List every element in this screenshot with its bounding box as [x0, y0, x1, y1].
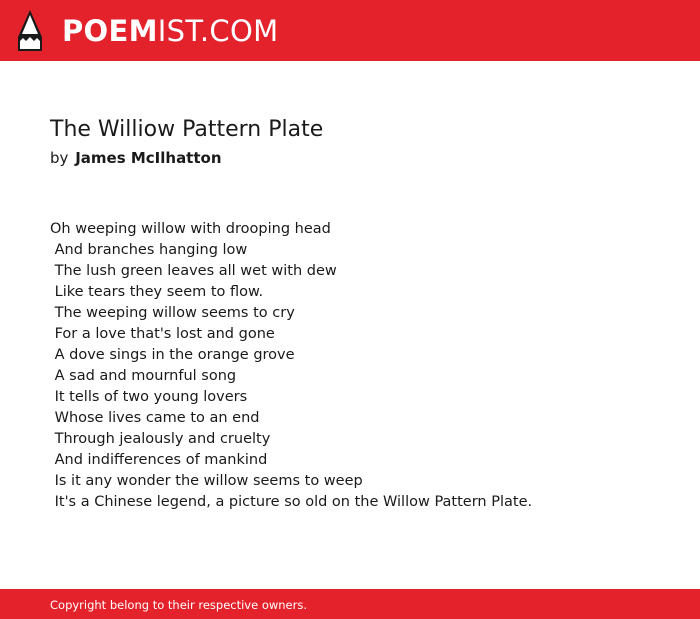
- site-logo-link[interactable]: [17, 9, 278, 53]
- poem-line: Oh weeping willow with drooping head: [50, 221, 331, 237]
- site-logo-text: [62, 13, 279, 48]
- logo-text-strong: POEM: [62, 13, 158, 48]
- poem-line: The lush green leaves all wet with dew: [50, 263, 337, 279]
- byline-label: by: [50, 149, 69, 167]
- poem-line: Is it any wonder the willow seems to weep: [50, 473, 363, 489]
- poem-line: For a love that's lost and gone: [50, 326, 275, 342]
- pen-nib-icon: [17, 10, 43, 52]
- poem-byline: [50, 149, 222, 167]
- site-footer: [0, 589, 700, 619]
- poem-line: A sad and mournful song: [50, 368, 237, 384]
- poem-line: A dove sings in the orange grove: [50, 347, 295, 363]
- poem-line: The weeping willow seems to cry: [50, 305, 295, 321]
- site-header: [0, 0, 700, 61]
- poem-body: [50, 219, 670, 513]
- poem-line: It's a Chinese legend, a picture so old on the Willow Pattern Plate.: [50, 494, 533, 510]
- poem-title: The Williow Pattern Plate: [50, 117, 324, 142]
- poem-line: Whose lives came to an end: [50, 410, 260, 426]
- poem-line: Through jealously and cruelty: [50, 431, 271, 447]
- poem-line: It tells of two young lovers: [50, 389, 248, 405]
- poem-line: And indifferences of mankind: [50, 452, 268, 468]
- copyright-text: Copyright belong to their respective owners.: [50, 598, 308, 612]
- poem-author: James McIlhatton: [75, 149, 222, 167]
- poem-line: And branches hanging low: [50, 242, 248, 258]
- poem-line: Like tears they seem to flow.: [50, 284, 264, 300]
- logo-text-light: IST.COM: [157, 13, 279, 48]
